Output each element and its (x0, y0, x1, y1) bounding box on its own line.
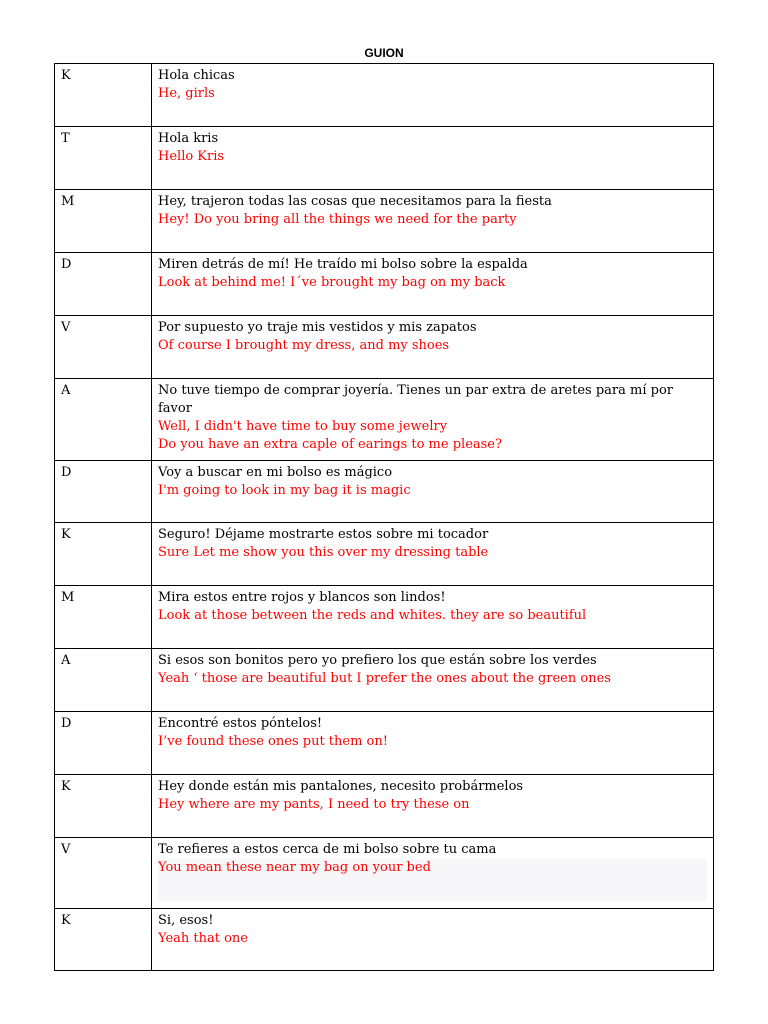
english-line: Sure Let me show you this over my dressing table (158, 545, 489, 560)
table-row (55, 523, 714, 586)
table-row (55, 586, 714, 649)
english-line: Yeah ‘ those are beautiful but I prefer the ones about the green ones (158, 671, 611, 686)
spanish-line: Encontré estos póntelos! (158, 716, 323, 731)
english-line: I'm going to look in my bag it is magic (158, 483, 411, 498)
english-line: I’ve found these ones put them on! (158, 734, 388, 749)
dialogue-cell (152, 586, 714, 649)
english-line: Hey! Do you bring all the things we need for the party (158, 212, 517, 227)
table-row (55, 712, 714, 775)
speaker-cell: K (55, 775, 152, 838)
spanish-line: Hola chicas (158, 68, 235, 83)
spanish-line: Si esos son bonitos pero yo prefiero los que están sobre los verdes (158, 653, 597, 668)
english-line: Hello Kris (158, 149, 225, 164)
dialogue-cell (152, 461, 714, 523)
table-row (55, 649, 714, 712)
table-row (55, 316, 714, 379)
spanish-line: Voy a buscar en mi bolso es mágico (158, 465, 393, 480)
speaker-cell: K (55, 909, 152, 971)
script-table (54, 63, 714, 971)
table-row (55, 379, 714, 461)
spanish-line: Te refieres a estos cerca de mi bolso sobre tu cama (158, 842, 497, 857)
speaker-cell: A (55, 379, 152, 461)
dialogue-cell (152, 316, 714, 379)
table-row (55, 775, 714, 838)
english-line: Yeah that one (158, 931, 248, 946)
dialogue-cell (152, 379, 714, 461)
speaker-cell: V (55, 316, 152, 379)
speaker-cell: T (55, 127, 152, 190)
table-row (55, 64, 714, 127)
spanish-line: Seguro! Déjame mostrarte estos sobre mi tocador (158, 527, 489, 542)
spanish-line: Si, esos! (158, 913, 214, 928)
english-line: Well, I didn't have time to buy some jewelry (158, 419, 448, 434)
speaker-cell: D (55, 712, 152, 775)
english-line: He, girls (158, 86, 215, 101)
dialogue-cell (152, 649, 714, 712)
spanish-line: Hey, trajeron todas las cosas que necesitamos para la fiesta (158, 194, 552, 209)
dialogue-cell (152, 909, 714, 971)
speaker-cell: D (55, 461, 152, 523)
english-line: Of course I brought my dress, and my shoes (158, 338, 450, 353)
english-line: Look at behind me! I´ve brought my bag on my back (158, 275, 506, 290)
dialogue-cell (152, 523, 714, 586)
table-row (55, 838, 714, 909)
table-row (55, 127, 714, 190)
speaker-cell: K (55, 64, 152, 127)
speaker-cell: M (55, 190, 152, 253)
dialogue-cell (152, 838, 714, 909)
spanish-line: Por supuesto yo traje mis vestidos y mis zapatos (158, 320, 477, 335)
english-line: You mean these near my bag on your bed (158, 859, 707, 901)
spanish-line: No tuve tiempo de comprar joyería. Tienes un par extra de aretes para mí por favor (158, 383, 673, 416)
spanish-line: Mira estos entre rojos y blancos son lindos! (158, 590, 446, 605)
spanish-line: Hola kris (158, 131, 219, 146)
document-title: GUION (364, 46, 404, 60)
table-row (55, 253, 714, 316)
dialogue-cell (152, 64, 714, 127)
english-line: Hey where are my pants, I need to try these on (158, 797, 470, 812)
dialogue-cell (152, 127, 714, 190)
speaker-cell: K (55, 523, 152, 586)
table-row (55, 190, 714, 253)
spanish-line: Hey donde están mis pantalones, necesito probármelos (158, 779, 524, 794)
spanish-line: Miren detrás de mí! He traído mi bolso sobre la espalda (158, 257, 528, 272)
dialogue-cell (152, 775, 714, 838)
table-row (55, 909, 714, 971)
english-line: Do you have an extra caple of earings to me please? (158, 437, 502, 452)
speaker-cell: D (55, 253, 152, 316)
speaker-cell: A (55, 649, 152, 712)
speaker-cell: V (55, 838, 152, 909)
dialogue-cell (152, 253, 714, 316)
speaker-cell: M (55, 586, 152, 649)
dialogue-cell (152, 712, 714, 775)
dialogue-cell (152, 190, 714, 253)
english-line: Look at those between the reds and whites. they are so beautiful (158, 608, 587, 623)
table-row (55, 461, 714, 523)
